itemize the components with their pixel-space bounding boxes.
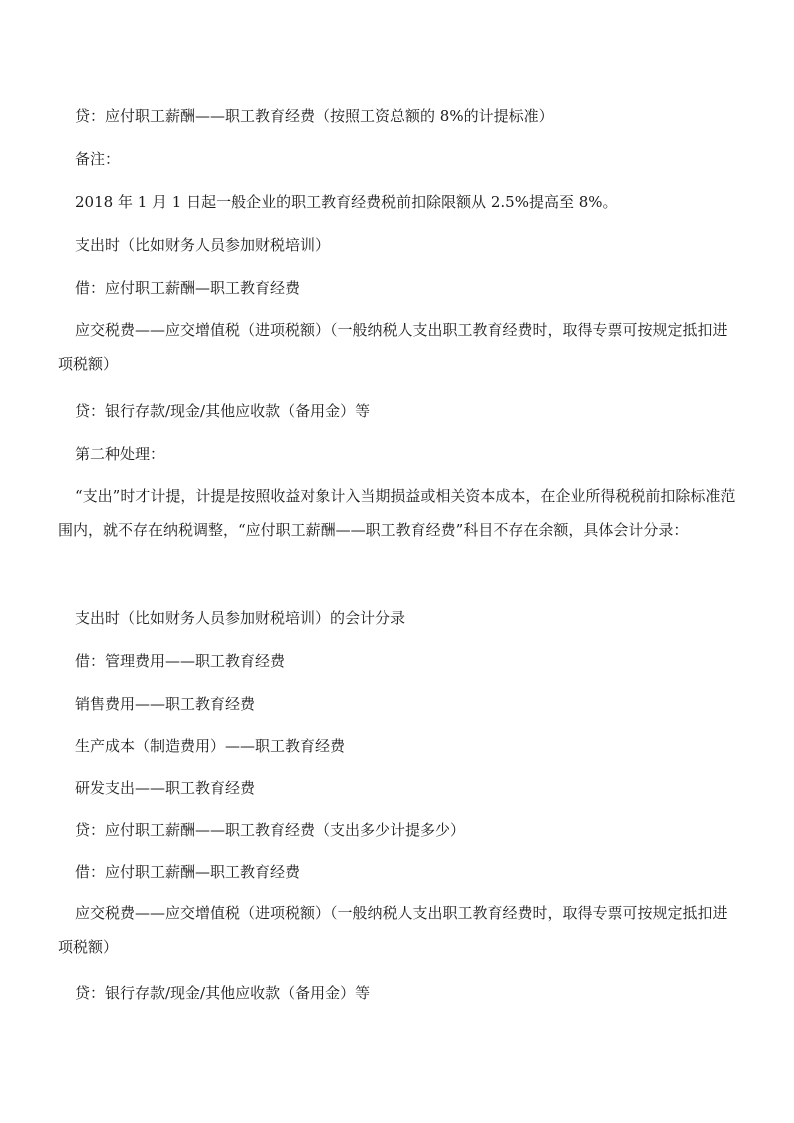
paragraph-expense-time: 支出时（比如财务人员参加财税培训） [75, 236, 331, 254]
paragraph-credit-bank-2: 贷：银行存款/现金/其他应收款（备用金）等 [75, 984, 371, 1002]
paragraph-rd-expense: 研发支出——职工教育经费 [75, 779, 256, 797]
paragraph-note-body: 2018 年 1 月 1 日起一般企业的职工教育经费税前扣除限额从 2.5%提高至 8%。 [75, 193, 618, 211]
paragraph-entry-heading: 支出时（比如财务人员参加财税培训）的会计分录 [75, 609, 406, 627]
paragraph-tax-payable: 应交税费——应交增值税（进项税额）（一般纳税人支出职工教育经费时，取得专票可按规定抵扣进项税额） [58, 321, 728, 373]
paragraph-credit-accrual: 贷：应付职工薪酬——职工教育经费（按照工资总额的 8%的计提标准） [75, 107, 554, 125]
paragraph-sales-expense: 销售费用——职工教育经费 [75, 695, 256, 713]
paragraph-note-heading: 备注： [75, 150, 121, 168]
paragraph-debit-admin: 借：管理费用——职工教育经费 [75, 652, 286, 670]
paragraph-credit-bank: 贷：银行存款/现金/其他应收款（备用金）等 [75, 402, 371, 420]
paragraph-debit: 借：应付职工薪酬—职工教育经费 [75, 279, 301, 297]
paragraph-production-cost: 生产成本（制造费用）——职工教育经费 [75, 737, 346, 755]
paragraph-credit-payable: 贷：应付职工薪酬——职工教育经费（支出多少计提多少） [75, 821, 466, 839]
paragraph-tax-payable-2: 应交税费——应交增值税（进项税额）（一般纳税人支出职工教育经费时，取得专票可按规定抵扣进项税额） [58, 904, 728, 956]
paragraph-debit-payable: 借：应付职工薪酬—职工教育经费 [75, 863, 301, 881]
paragraph-method-two-heading: 第二种处理： [75, 445, 166, 463]
paragraph-method-two-body: “支出”时才计提，计提是按照收益对象计入当期损益或相关资本成本，在企业所得税税前扣除标准范围内，就不存在纳税调整，“应付职工薪酬——职工教育经费”科目不存在余额，具体会计分录： [58, 487, 736, 539]
